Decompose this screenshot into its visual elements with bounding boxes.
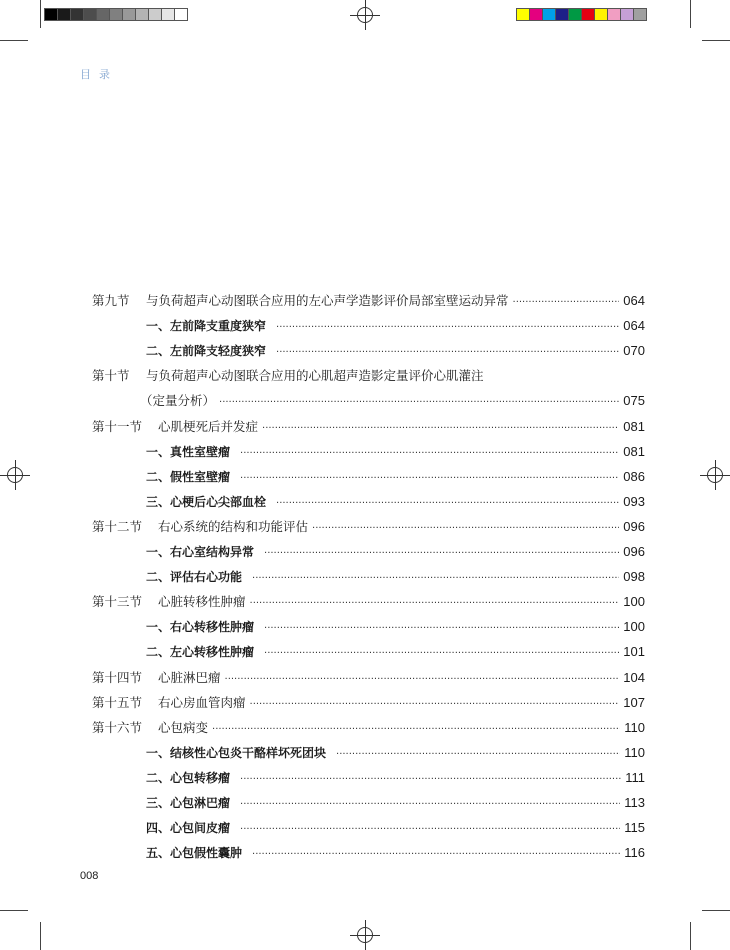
color-swatch [633,8,647,21]
toc-page-number: 104 [623,669,645,685]
toc-page-number: 113 [624,795,645,810]
toc-section-label: 第十五节 [92,694,143,710]
toc-page-number: 081 [623,418,645,434]
toc-subsection-entry[interactable] [146,820,645,838]
toc-section-label: 第十节 [92,368,130,384]
toc-leader-dots [250,697,620,713]
toc-subsection-title: 三、心梗后心尖部血栓 [146,494,267,509]
toc-section-entry[interactable] [92,419,645,437]
toc-page-number: 100 [623,594,645,610]
gray-swatch [57,8,71,21]
cmyk-color-bar [516,8,646,21]
toc-leader-dots [264,546,619,562]
toc-leader-dots [262,421,619,437]
toc-page-number: 086 [623,468,645,484]
gray-swatch [83,8,97,21]
toc-leader-dots [240,822,620,838]
toc-subsection-title: 三、心包淋巴瘤 [146,796,231,810]
toc-section-title: 右心系统的结构和功能评估 [158,518,309,534]
toc-section-title: 与负荷超声心动图联合应用的心肌超声造影定量评价心肌灌注 [146,368,484,384]
toc-page-number: 100 [623,619,645,635]
gray-swatch [174,8,188,21]
color-swatch [607,8,621,21]
toc-leader-dots [252,571,619,587]
toc-page-number: 101 [623,644,645,660]
toc-page-number: 115 [624,820,645,836]
page-header-title: 目录 [80,68,118,81]
toc-section-entry[interactable] [92,594,645,612]
registration-mark-left [0,460,30,490]
toc-leader-dots [240,772,621,788]
toc-subsection-title: 二、评估右心功能 [146,570,243,585]
toc-subsection-title: 四、心包间皮瘤 [146,821,231,836]
registration-mark-right [700,460,730,490]
toc-subsection-title: 二、左心转移性肿瘤 [146,645,255,660]
gray-swatch [135,8,149,21]
toc-section-entry[interactable] [92,293,645,311]
gray-swatch [70,8,84,21]
toc-subsection-title: 一、真性室壁瘤 [146,444,231,459]
registration-mark-top [350,0,380,30]
toc-section-title: 心脏淋巴瘤 [158,669,221,685]
gray-swatch [122,8,136,21]
gray-swatch [161,8,175,21]
toc-page-number: 093 [623,493,645,509]
toc-page-number: 064 [623,293,645,308]
toc-page-number: 111 [625,769,645,785]
toc-leader-dots [276,496,619,512]
toc-section-label: 第十一节 [92,418,143,434]
toc-leader-dots [225,672,620,688]
toc-section-title: 右心房血管肉瘤 [158,694,246,710]
toc-leader-dots [212,722,620,738]
toc-leader-dots [264,621,619,637]
toc-leader-dots [276,320,619,336]
gray-swatch [44,8,58,21]
color-swatch [516,8,530,21]
toc-leader-dots [513,295,620,311]
toc-page-number: 110 [624,744,645,760]
gray-swatch [96,8,110,21]
toc-subsection-title: 一、结核性心包炎干酪样坏死团块 [146,745,327,760]
toc-subsection-title: 二、心包转移瘤 [146,770,231,785]
toc-leader-dots [276,345,619,361]
toc-page-number: 110 [624,719,645,735]
toc-page-number: 081 [623,443,645,459]
toc-section-title: 与负荷超声心动图联合应用的左心声学造影评价局部室壁运动异常 [146,293,509,308]
toc-subsection-entry[interactable] [146,444,645,462]
toc-section-label: 第十二节 [92,518,143,534]
toc-section-title: 心包病变 [158,719,209,735]
toc-subsection-entry[interactable] [146,318,645,336]
toc-page-number: 064 [623,318,645,334]
toc-section-label: 第十六节 [92,719,143,735]
toc-section-entry[interactable] [92,695,645,713]
toc-leader-dots [312,521,619,537]
toc-subsection-entry[interactable] [146,544,645,562]
color-swatch [555,8,569,21]
registration-mark-bottom [350,920,380,950]
toc-section-entry[interactable] [92,519,645,537]
toc-page-number: 070 [623,343,645,359]
color-swatch [594,8,608,21]
toc-subsection-title: 二、假性室壁瘤 [146,469,231,484]
toc-subsection-entry[interactable] [146,745,645,763]
toc-page-number: 098 [623,569,645,585]
page-number: 008 [80,870,99,882]
toc-section-entry[interactable] [92,720,645,738]
toc-subsection-entry[interactable] [146,770,645,788]
toc-section-label: 第九节 [92,293,130,308]
toc-subsection-entry[interactable] [146,795,645,813]
toc-page-number: 116 [624,845,645,861]
toc-section-entry[interactable] [92,670,645,688]
toc-subsection-entry[interactable] [146,494,645,512]
toc-leader-dots [252,847,620,863]
toc-leader-dots [336,747,620,763]
color-swatch [620,8,634,21]
toc-section-title: 心肌梗死后并发症 [158,418,259,434]
toc-subsection-title: 一、左前降支重度狭窄 [146,319,267,334]
toc-subsection-entry[interactable] [146,343,645,361]
gray-swatch [148,8,162,21]
toc-leader-dots [250,596,620,612]
toc-subsection-entry[interactable] [146,569,645,587]
toc-leader-dots [240,471,619,487]
toc-subsection-entry[interactable] [146,845,645,863]
color-swatch [581,8,595,21]
toc-page-number: 096 [623,518,645,534]
gray-swatch [109,8,123,21]
toc-leader-dots [240,446,619,462]
toc-subsection-entry[interactable] [140,393,645,411]
toc-page-number: 096 [623,544,645,559]
toc-leader-dots [219,395,619,411]
color-swatch [542,8,556,21]
color-swatch [529,8,543,21]
toc-section-label: 第十三节 [92,594,143,610]
color-swatch [568,8,582,21]
toc-subsection-entry[interactable] [146,619,645,637]
gray-color-bar [44,8,187,21]
toc-page-number: 075 [623,393,645,409]
toc-subsection-title: 一、右心室结构异常 [146,545,255,559]
toc-subsection-title: 五、心包假性囊肿 [146,846,243,861]
toc-subsection-title: 二、左前降支轻度狭窄 [146,344,267,359]
toc-section-title: 心脏转移性肿瘤 [158,594,246,610]
toc-subsection-entry[interactable] [146,644,645,662]
toc-page-number: 107 [623,694,645,710]
toc-subsection-entry[interactable] [146,469,645,487]
toc-leader-dots [264,646,619,662]
toc-subsection-title: 一、右心转移性肿瘤 [146,620,255,635]
toc-subsection-title: （定量分析） [140,393,216,409]
toc-section-entry[interactable] [92,368,645,384]
toc-leader-dots [240,797,620,813]
toc-section-label: 第十四节 [92,669,143,685]
